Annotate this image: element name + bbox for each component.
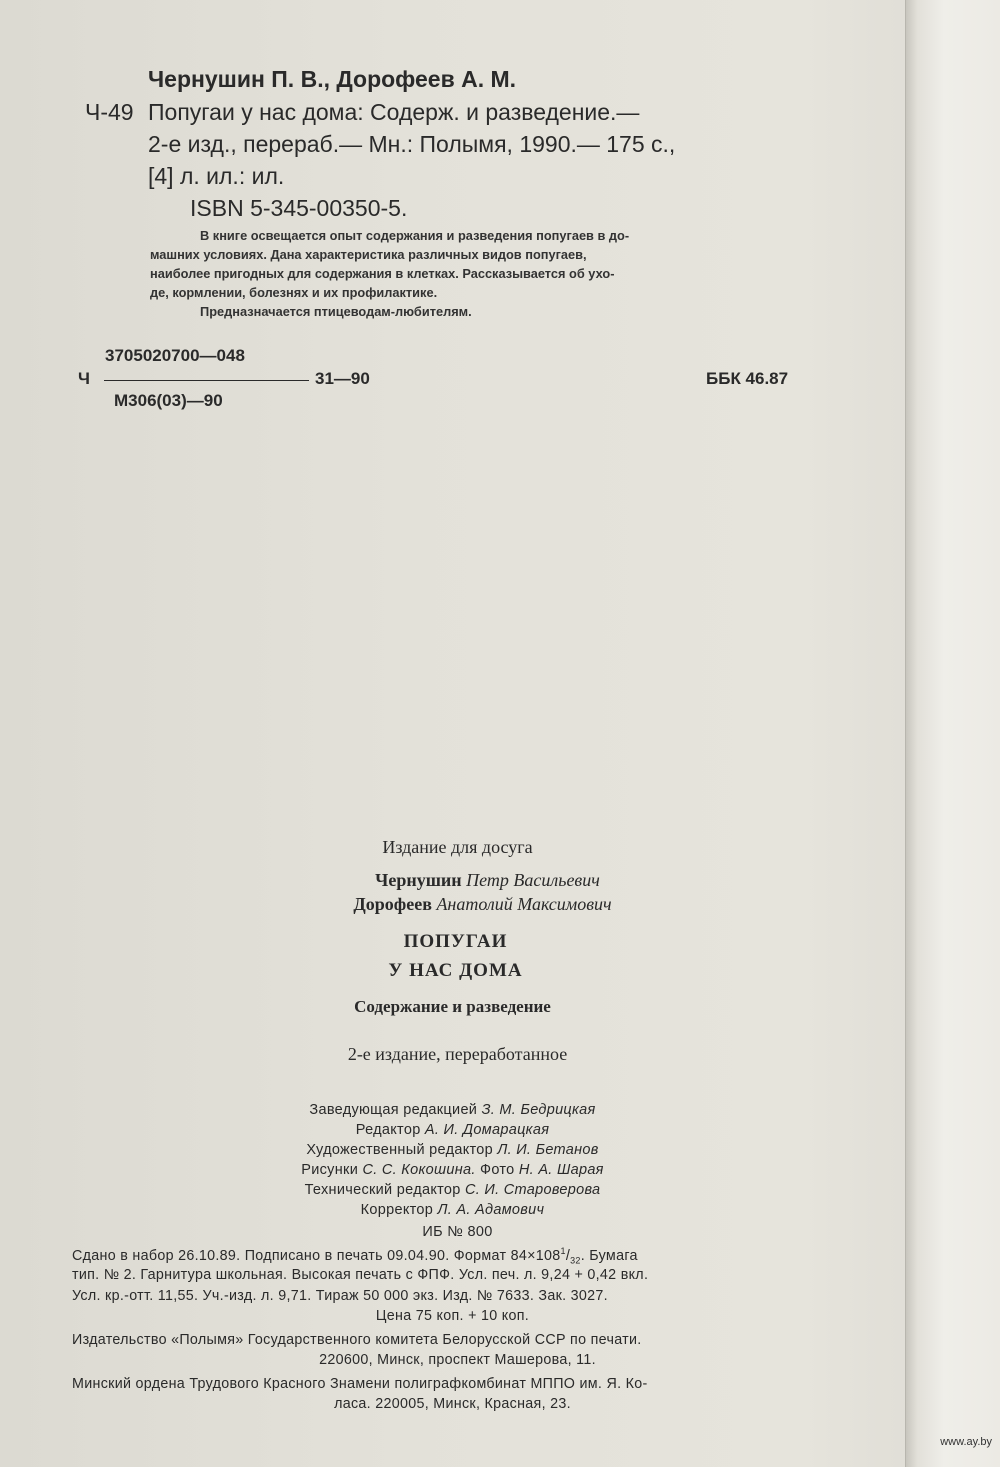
- site-watermark: www.ay.by: [940, 1436, 992, 1448]
- author-2-name: Анатолий Максимович: [436, 894, 612, 914]
- annotation-line: Предназначается птицеводам-любителям.: [200, 304, 472, 319]
- author-2: [0, 894, 935, 915]
- author-1-name: Петр Васильевич: [466, 870, 600, 890]
- staff-line: [0, 1202, 905, 1218]
- catalog-code: Ч-49: [85, 99, 134, 125]
- classification-numerator: 3705020700—048: [105, 346, 245, 365]
- classification-letter: Ч: [78, 369, 90, 388]
- edition-note: 2-е издание, переработанное: [347, 1044, 568, 1064]
- book-title-line-1: ПОПУГАИ: [403, 931, 508, 952]
- title-line-1: Попугаи у нас дома: Содерж. и разведение.—: [148, 99, 640, 125]
- staff-line: [0, 1182, 905, 1198]
- tech-line-1: Сдано в набор 26.10.89. Подписано в печать 09.04.90. Формат $84\times 108^1/_{32}$. Бумага: [72, 1246, 638, 1266]
- printer-line-1: Минский ордена Трудового Красного Знамени полиграфкомбинат МППО им. Я. Ко-: [72, 1376, 648, 1392]
- authors-heading: Чернушин П. В., Дорофеев А. М.: [148, 66, 517, 92]
- series-label: Издание для досуга: [382, 837, 533, 857]
- publisher-line-1: Издательство «Полымя» Государственного комитета Белорусской ССР по печати.: [72, 1332, 642, 1348]
- author-1-surname: Чернушин: [375, 870, 462, 890]
- staff-role: Технический редактор: [304, 1182, 461, 1198]
- tech-text: . Бумага: [580, 1247, 638, 1264]
- staff-name: Н. А. Шарая: [518, 1162, 604, 1178]
- page-gutter: [905, 0, 1000, 1467]
- staff-line: [0, 1102, 905, 1118]
- annotation-line: В книге освещается опыт содержания и разведения попугаев в до-: [200, 228, 630, 243]
- staff-name: С. И. Староверова: [464, 1182, 601, 1198]
- annotation-line: машних условиях. Дана характеристика различных видов попугаев,: [150, 247, 587, 262]
- tech-text: Сдано в набор 26.10.89. Подписано в печать 09.04.90. Формат 84×108: [72, 1247, 561, 1264]
- staff-line: [0, 1162, 905, 1178]
- title-line-2: 2-е изд., перераб.— Мн.: Полымя, 1990.— 175 с.,: [148, 131, 676, 157]
- format-sup: 1: [560, 1246, 566, 1256]
- bbk-index: ББК 46.87: [706, 369, 789, 388]
- format-sub: 32: [570, 1255, 581, 1266]
- staff-role: Редактор: [355, 1122, 421, 1138]
- author-1: [0, 870, 940, 891]
- book-subtitle: Содержание и разведение: [354, 997, 551, 1016]
- staff-role: Корректор: [360, 1202, 434, 1218]
- ib-number: ИБ № 800: [422, 1224, 493, 1240]
- annotation-line: наиболее пригодных для содержания в клетках. Рассказывается об ухо-: [150, 266, 615, 281]
- classification-denominator: М306(03)—90: [114, 391, 223, 410]
- staff-role: Художественный редактор: [306, 1142, 494, 1158]
- author-2-surname: Дорофеев: [353, 894, 432, 914]
- fraction-line: [104, 380, 309, 381]
- staff-line: [0, 1122, 905, 1138]
- staff-role: Заведующая редакцией: [309, 1102, 478, 1118]
- tech-line-3: Усл. кр.-отт. 11,55. Уч.-изд. л. 9,71. Тираж 50 000 экз. Изд. № 7633. Зак. 3027.: [72, 1288, 608, 1304]
- staff-name: З. М. Бедрицкая: [481, 1102, 596, 1118]
- staff-role: Фото: [480, 1162, 515, 1178]
- publisher-line-2: 220600, Минск, проспект Машерова, 11.: [319, 1352, 596, 1368]
- price: Цена 75 коп. + 10 коп.: [375, 1308, 530, 1324]
- printer-line-2: ласа. 220005, Минск, Красная, 23.: [334, 1396, 571, 1412]
- annotation-line: де, кормлении, болезнях и их профилактике.: [150, 285, 438, 300]
- title-line-3: [4] л. ил.: ил.: [148, 163, 285, 189]
- order-number: 31—90: [315, 369, 370, 388]
- staff-line: [0, 1142, 905, 1158]
- staff-name: Л. А. Адамович: [437, 1202, 545, 1218]
- staff-name: С. С. Кокошина.: [362, 1162, 476, 1178]
- book-title-line-2: У НАС ДОМА: [388, 960, 523, 981]
- staff-name: Л. И. Бетанов: [497, 1142, 599, 1158]
- isbn: ISBN 5-345-00350-5.: [190, 195, 408, 221]
- staff-name: А. И. Домарацкая: [424, 1122, 550, 1138]
- tech-line-2: тип. № 2. Гарнитура школьная. Высокая печать с ФПФ. Усл. печ. л. 9,24 + 0,42 вкл.: [72, 1267, 649, 1283]
- staff-role: Рисунки: [301, 1162, 359, 1178]
